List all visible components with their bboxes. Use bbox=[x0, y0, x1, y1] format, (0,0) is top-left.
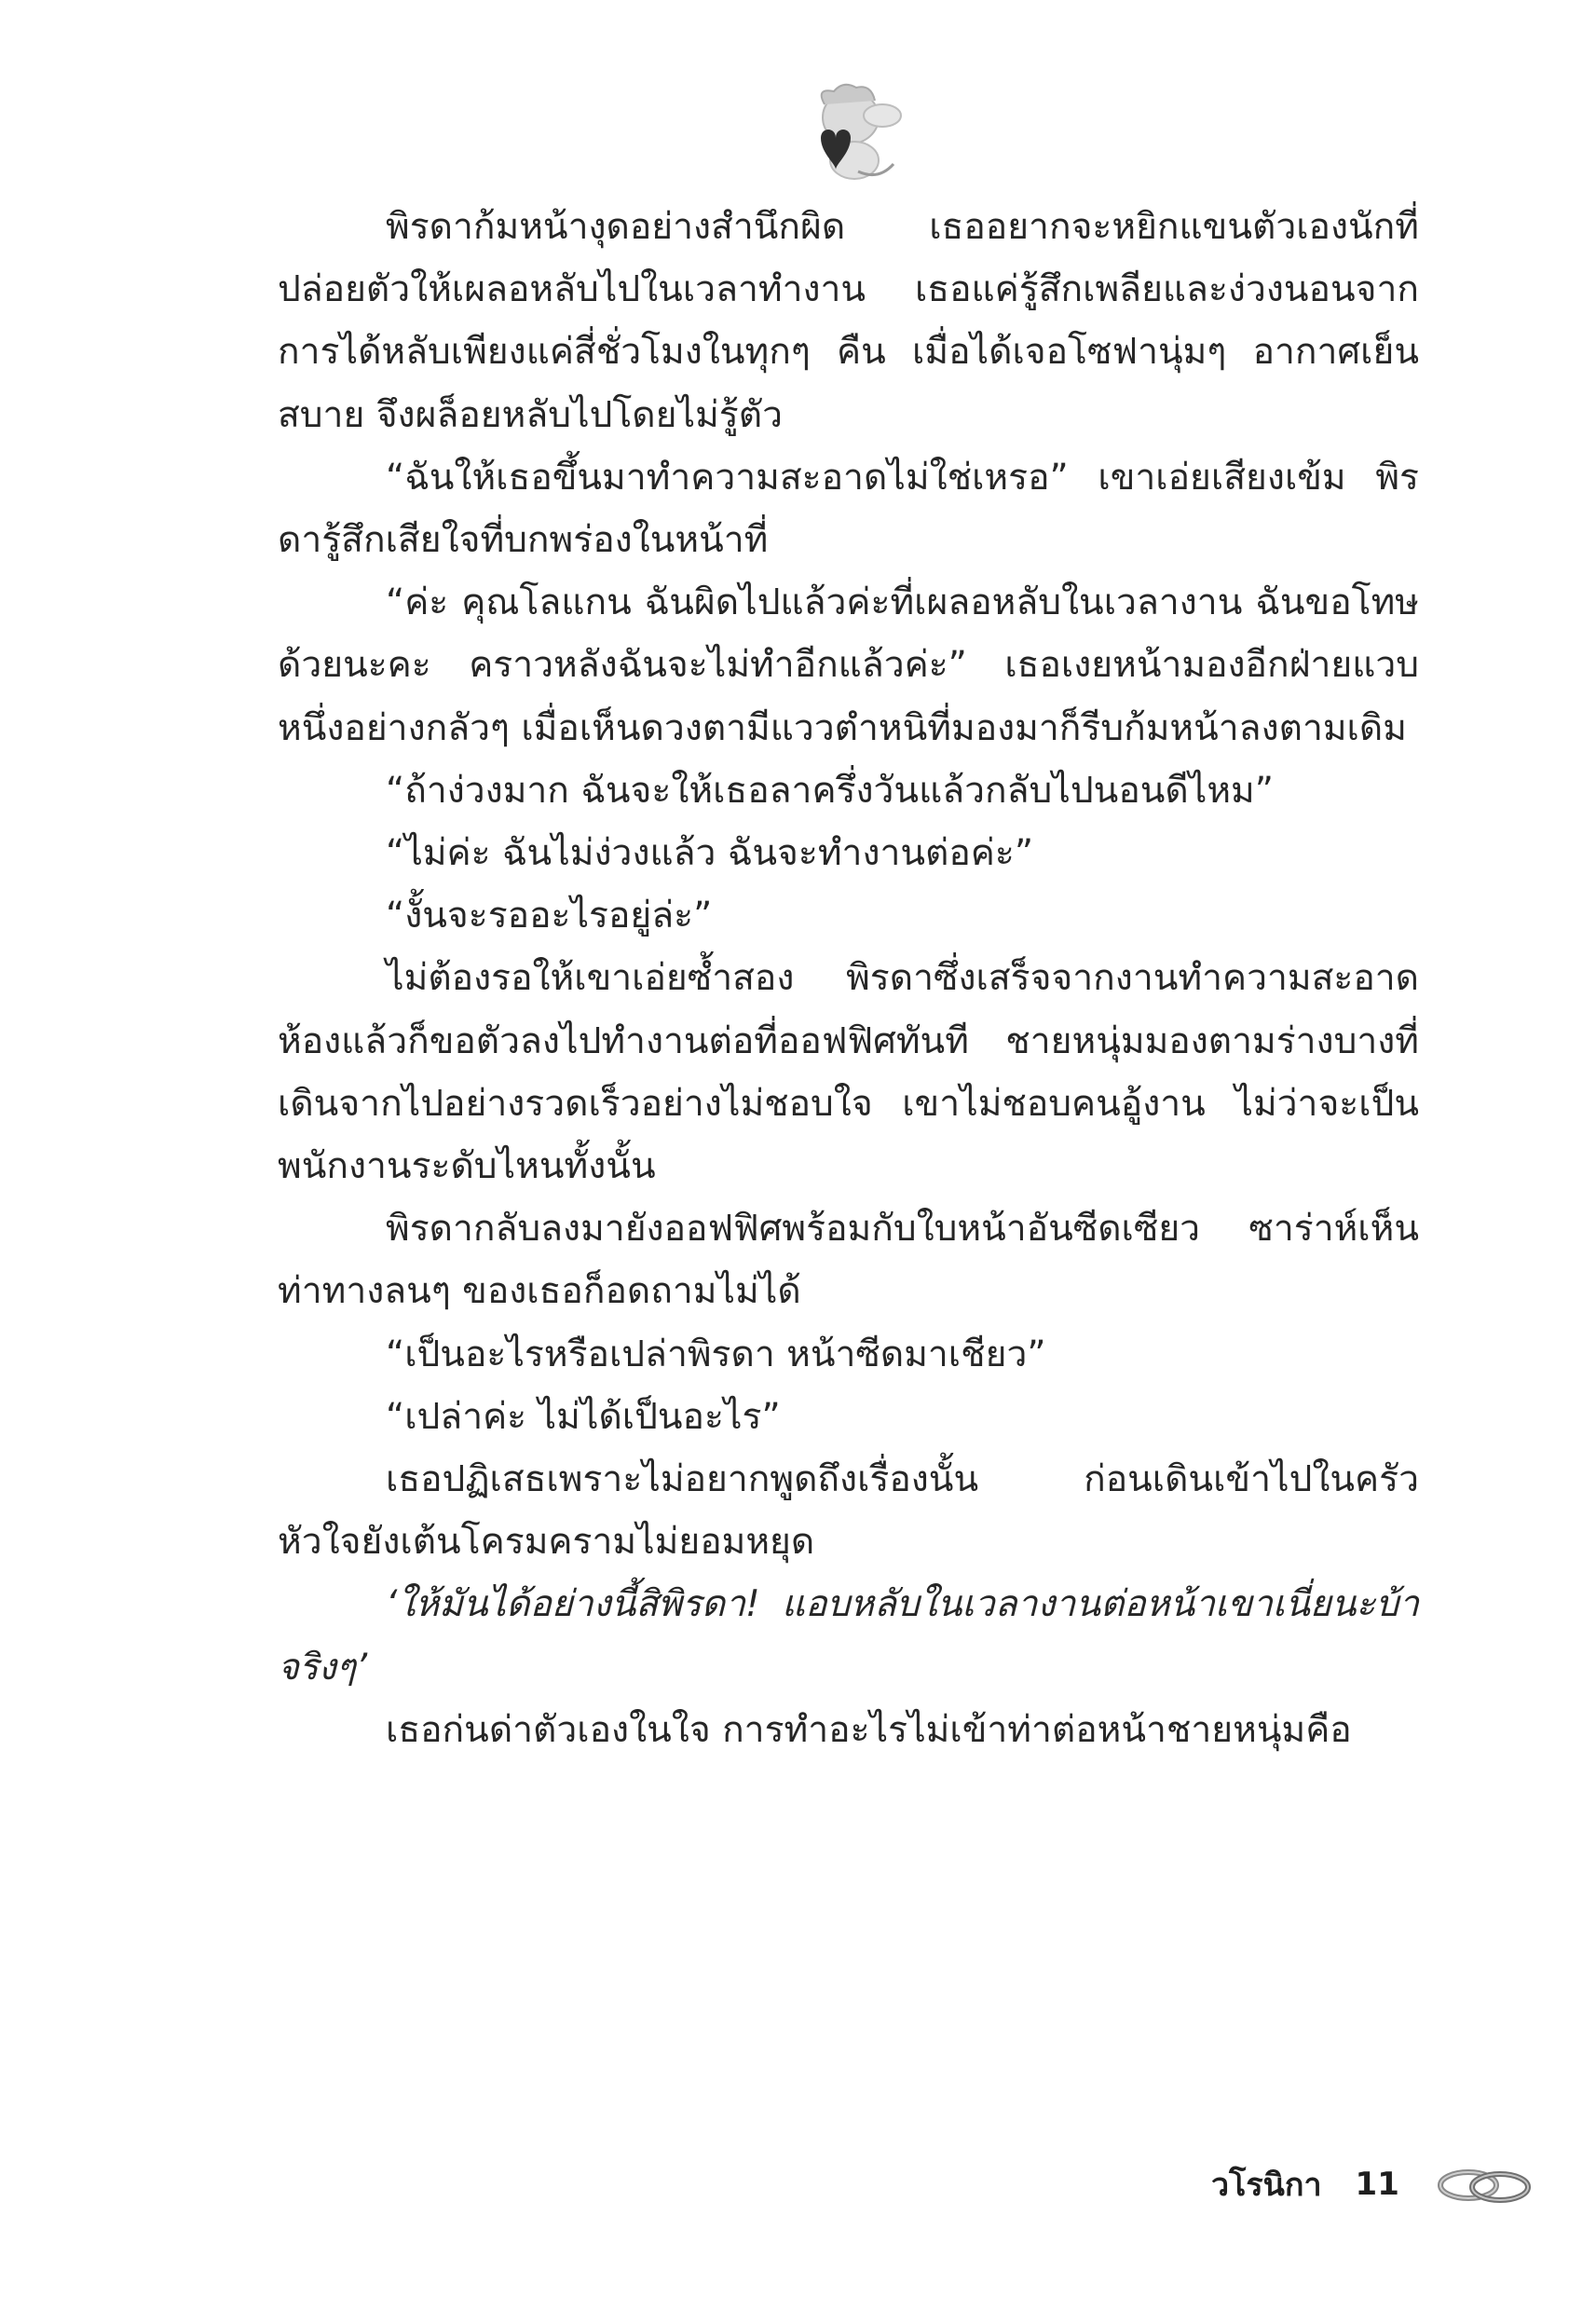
paragraph: “ไม่ค่ะ ฉันไม่ง่วงแล้ว ฉันจะทำงานต่อค่ะ” bbox=[386, 832, 1034, 875]
wedding-rings-icon bbox=[1433, 2161, 1535, 2208]
paragraph: เธอก่นด่าตัวเองในใจ การทำอะไรไม่เข้าท่าต่อหน้าชายหนุ่มคือ bbox=[386, 1708, 1352, 1751]
paragraph: “เป็นอะไรหรือเปล่าพิรดา หน้าซีดมาเชียว” bbox=[386, 1333, 1046, 1375]
paragraph: เธอปฏิเสธเพราะไม่อยากพูดถึงเรื่องนั้น ก่อนเดินเข้าไปในครัว หัวใจยังเต้นโครมครามไม่ยอมหยุด bbox=[278, 1458, 1419, 1564]
page-number: 11 bbox=[1355, 2166, 1399, 2203]
paragraph: พิรดาก้มหน้างุดอย่างสำนึกผิด เธออยากจะหยิกแขนตัวเองนักที่ปล่อยตัวให้เผลอหลับไปในเวลาทำงาน เธอแค่รู้สึกเพลียและง่วงนอนจากการได้หลับเพียงแค่สี่ชั่วโมงในทุกๆ คืน เมื่อได้เจอโซฟานุ่มๆ อากาศเย็นสบาย จึงผล็อยหลับไปโดยไม่รู้ตัว bbox=[278, 206, 1419, 436]
paragraph: ไม่ต้องรอให้เขาเอ่ยซ้ำสอง พิรดาซึ่งเสร็จจากงานทำความสะอาดห้องแล้วก็ขอตัวลงไปทำงานต่อที่ออฟฟิศทันที ชายหนุ่มมองตามร่างบางที่เดินจากไปอย่างรวดเร็วอย่างไม่ชอบใจ เขาไม่ชอบคนอู้งาน ไม่ว่าจะเป็นพนักงานระดับไหนทั้งนั้น bbox=[278, 957, 1419, 1188]
paragraph: “ฉันให้เธอขึ้นมาทำความสะอาดไม่ใช่เหรอ” เขาเอ่ยเสียงเข้ม พิรดารู้สึกเสียใจที่บกพร่องในหน้าที่ bbox=[278, 456, 1419, 562]
page-footer bbox=[1211, 2156, 1535, 2212]
paragraph: “เปล่าค่ะ ไม่ได้เป็นอะไร” bbox=[386, 1395, 781, 1438]
book-title: วโรนิกา bbox=[1211, 2167, 1322, 2204]
paragraph: “งั้นจะรออะไรอยู่ล่ะ” bbox=[386, 895, 713, 937]
story-body bbox=[278, 196, 1419, 1761]
paragraph: พิรดากลับลงมายังออฟฟิศพร้อมกับใบหน้าอันซีดเซียว ซาร่าห์เห็นท่าทางลนๆ ของเธอก็อดถามไม่ได้ bbox=[278, 1208, 1419, 1313]
paragraph: “ถ้าง่วงมาก ฉันจะให้เธอลาครึ่งวันแล้วกลับไปนอนดีไหม” bbox=[386, 769, 1274, 812]
inner-thought-paragraph: ‘ให้มันได้อย่างนี้สิพิรดา! แอบหลับในเวลางานต่อหน้าเขาเนี่ยนะบ้าจริงๆ’ bbox=[278, 1583, 1419, 1689]
cupid-heart-icon bbox=[778, 67, 908, 188]
paragraph: “ค่ะ คุณโลแกน ฉันผิดไปแล้วค่ะที่เผลอหลับในเวลางาน ฉันขอโทษด้วยนะคะ คราวหลังฉันจะไม่ทำอีกแล้วค่ะ” เธอเงยหน้ามองอีกฝ่ายแวบหนึ่งอย่างกลัวๆ เมื่อเห็นดวงตามีแววตำหนิที่มองมาก็รีบก้มหน้าลงตามเดิม bbox=[278, 581, 1419, 749]
